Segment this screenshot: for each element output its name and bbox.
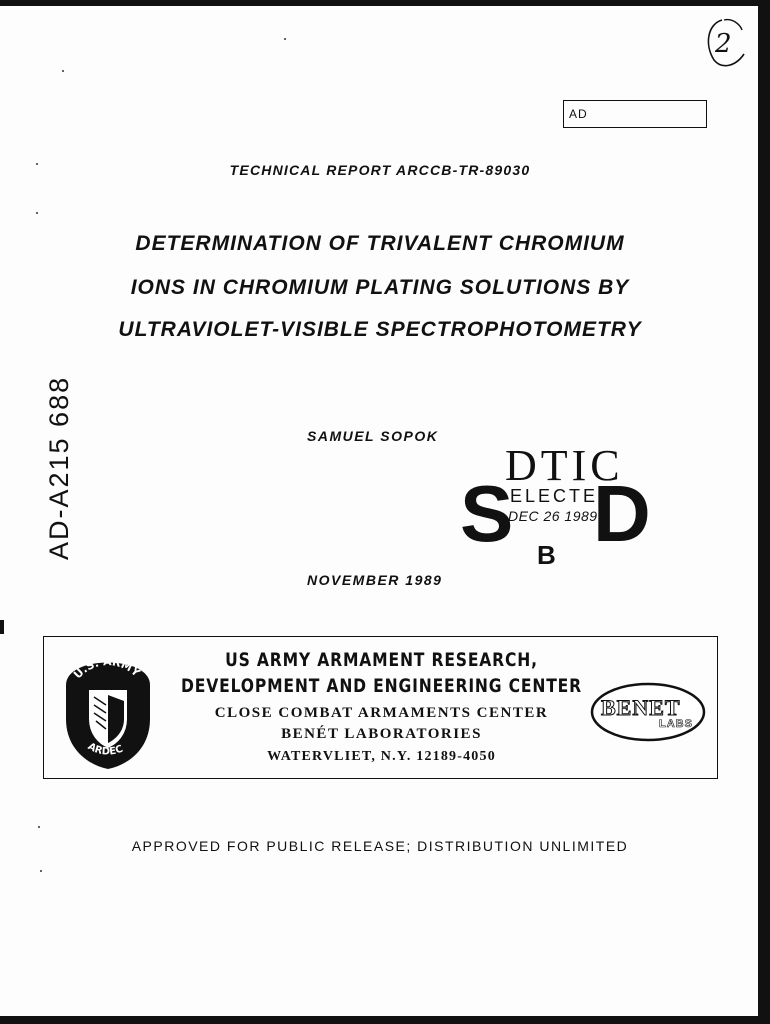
- org-line-2: DEVELOPMENT AND ENGINEERING CENTER: [181, 675, 582, 697]
- dtic-letter-b: B: [537, 540, 556, 570]
- title-line-3: ULTRAVIOLET-VISIBLE SPECTROPHOTOMETRY: [118, 318, 642, 341]
- dtic-letter-s: S: [460, 469, 514, 558]
- handwritten-number-mark: [700, 14, 750, 72]
- svg-text:U.S. ARMY: U.S. ARMY: [71, 655, 143, 682]
- org-line-3: CLOSE COMBAT ARMAMENTS CENTER: [214, 705, 549, 721]
- scan-speck: [38, 826, 40, 828]
- ad-number-box: [563, 100, 707, 128]
- dtic-stamp: [460, 440, 651, 580]
- scan-edge-bottom: [0, 1016, 770, 1024]
- report-number: TECHNICAL REPORT ARCCB-TR-89030: [229, 162, 531, 178]
- scan-speck: [284, 38, 286, 40]
- scan-speck: [62, 70, 64, 72]
- org-line-1: US ARMY ARMAMENT RESEARCH,: [225, 649, 538, 671]
- scan-speck: [40, 870, 42, 872]
- title-line-1: DETERMINATION OF TRIVALENT CHROMIUM: [135, 232, 625, 255]
- svg-text:2: 2: [715, 29, 732, 59]
- organization-box: [43, 636, 718, 779]
- benet-labs-logo: [589, 681, 707, 743]
- svg-text:BENET: BENET: [601, 695, 681, 720]
- author-name: SAMUEL SOPOK: [307, 428, 439, 444]
- svg-text:LABS: LABS: [659, 718, 693, 730]
- title-line-2: IONS IN CHROMIUM PLATING SOLUTIONS BY: [130, 276, 630, 299]
- ad-label: AD: [569, 107, 588, 121]
- accession-number: AD-A215 688: [44, 375, 74, 560]
- svg-text:ARDEC: ARDEC: [85, 741, 125, 758]
- dtic-elected: ELECTE: [510, 486, 599, 506]
- dtic-letter-d: D: [593, 469, 651, 558]
- dtic-word: DTIC: [505, 441, 624, 490]
- report-date: NOVEMBER 1989: [307, 572, 443, 588]
- org-line-5: WATERVLIET, N.Y. 12189-4050: [267, 749, 496, 764]
- release-statement: APPROVED FOR PUBLIC RELEASE; DISTRIBUTION UNLIMITED: [131, 838, 629, 854]
- scan-speck: [36, 212, 38, 214]
- org-line-4: BENÉT LABORATORIES: [281, 726, 482, 742]
- scan-edge-top: [0, 0, 770, 6]
- dtic-date: DEC 26 1989: [508, 508, 598, 524]
- scan-edge-right: [758, 0, 770, 1024]
- scan-edge-mark: [0, 620, 4, 634]
